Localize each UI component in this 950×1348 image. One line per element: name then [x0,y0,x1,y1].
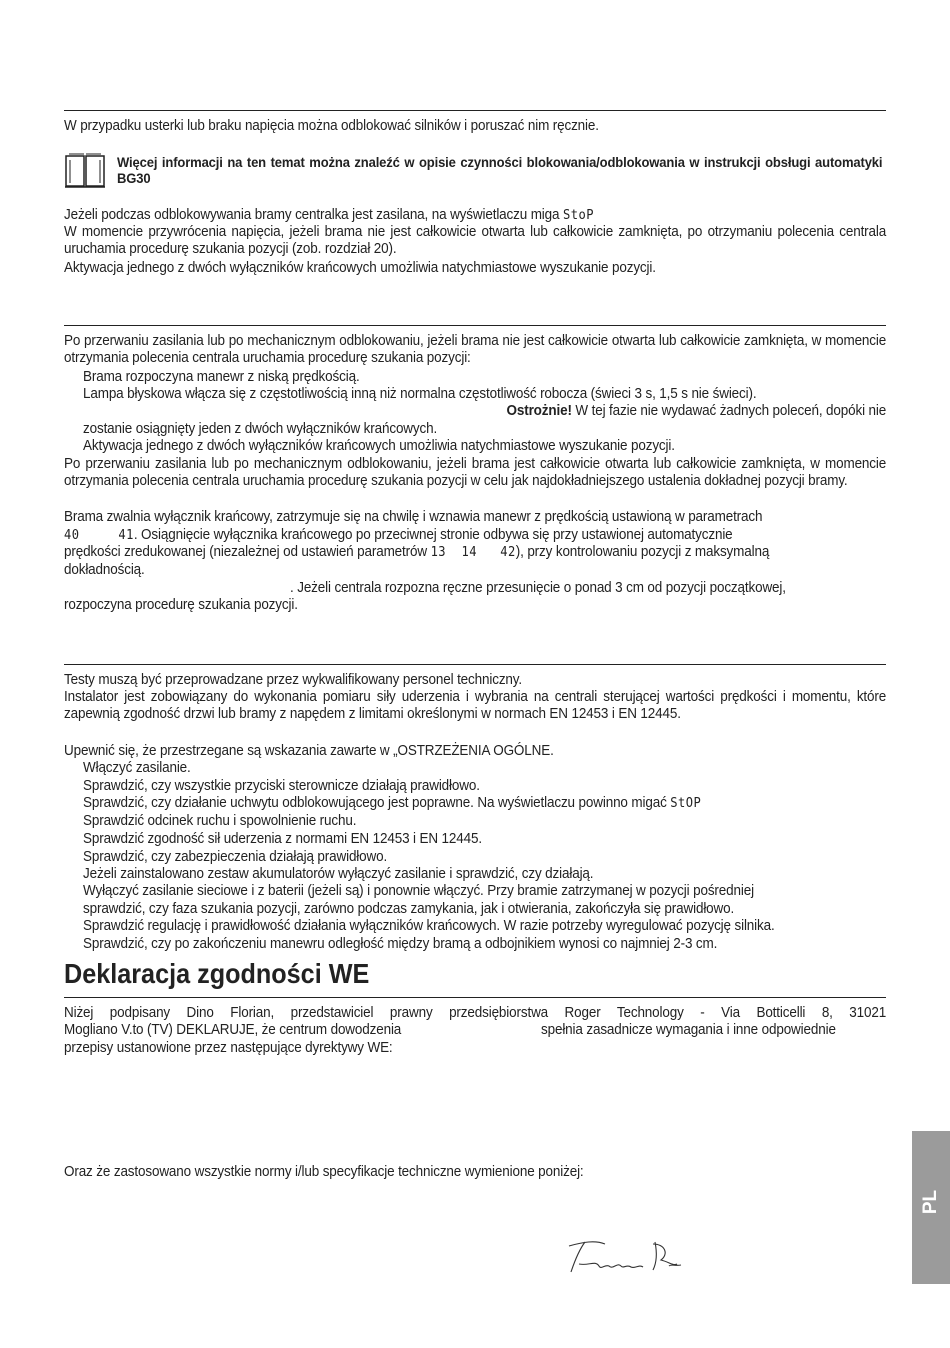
book-icon [64,152,106,189]
paragraph-text: prędkości zredukowanej (niezależnej od ustawień parametrów [64,544,427,560]
list-item: sprawdzić, czy faza szukania pozycji, zarówno podczas zamykania, jak i otwierania, zakończyła się prawidłowo. [83,901,735,917]
param-readout: 40 [64,528,80,543]
list-item: Sprawdzić, czy po zakończeniu manewru odległość między bramą a odbojnikiem wynosi co najmniej 2-3 cm. [83,936,718,952]
section-rule [64,110,886,111]
section-rule [64,325,886,326]
caution-text: W tej fazie nie wydawać żadnych poleceń, dopóki nie [571,403,887,419]
paragraph-text: . Osiągnięcie wyłącznika krańcowego po przeciwnej stronie odbywa się przy ustawionej automatycznie [133,527,733,543]
list-item: Jeżeli zainstalowano zestaw akumulatorów wyłączyć zasilanie i sprawdzić, czy działają. [83,866,594,882]
language-tab [912,1131,950,1284]
list-item: Sprawdzić zgodność sił uderzenia z normami EN 12453 i EN 12445. [83,831,482,847]
caution-continuation: zostanie osiągnięty jeden z dwóch wyłączników krańcowych. [83,421,438,437]
section-rule [64,997,886,998]
paragraph: Brama zwalnia wyłącznik krańcowy, zatrzymuje się na chwilę i wznawia manewr z prędkością ustawioną w parametrach [64,509,763,525]
paragraph: Upewnić się, że przestrzegane są wskazania zawarte w „OSTRZEŻENIA OGÓLNE. [64,743,554,759]
paragraph: W przypadku usterki lub braku napięcia można odblokować silników i poruszać nim ręcznie. [64,118,599,134]
paragraph [64,527,886,544]
list-item: Sprawdzić regulację i prawidłowość działania wyłączników krańcowych. W razie potrzeby wyregulować pozycję silnika. [83,918,775,934]
info-note: Więcej informacji na ten temat można znaleźć w opisie czynności blokowania/odblokowania w instrukcji obsługi automatyki BG30 [117,154,883,186]
list-item: Sprawdzić, czy zabezpieczenia działają prawidłowo. [83,849,388,865]
paragraph: rozpoczyna procedurę szukania pozycji. [64,597,298,613]
list-item: Lampa błyskowa włącza się z częstotliwością inną niż normalna częstotliwość robocza (świeci 3 s, 1,5 s nie świeci). [83,386,757,402]
paragraph: Instalator jest zobowiązany do wykonania pomiaru siły uderzenia i wybrania na centrali sterującej wartości prędkości i momentu, które zapewnią zgodność drzwi lub bramy z napędem z limitami określonymi w normach EN 12453 i EN 12445. [64,689,887,722]
paragraph: Oraz że zastosowano wszystkie normy i/lub specyfikacje techniczne wymienione poniżej: [64,1164,584,1180]
display-readout: StoP [563,208,594,223]
caution-line [64,403,886,420]
paragraph-text: Jeżeli podczas odblokowywania bramy centralka jest zasilana, na wyświetlaczu miga [64,207,560,223]
paragraph [64,207,886,224]
paragraph: Niżej podpisany Dino Florian, przedstawiciel prawny przedsiębiorstwa Roger Technology - Via Botticelli 8, 31021 [64,1005,887,1021]
paragraph: Po przerwaniu zasilania lub po mechanicznym odblokowaniu, jeżeli brama jest całkowicie otwarta lub całkowicie zamknięta, w momencie otrzymania polecenia centrala uruchamia procedurę szukania pozycji w celu jak najdokładniejszego ustalenia dokładnej pozycji bramy. [64,456,887,489]
paragraph: dokładnością. [64,562,145,578]
paragraph: Testy muszą być przeprowadzane przez wykwalifikowany personel techniczny. [64,672,523,688]
list-item: Sprawdzić odcinek ruchu i spowolnienie ruchu. [83,813,357,829]
paragraph-text: Mogliano V.to (TV) DEKLARUJE, że centrum dowodzenia [64,1022,402,1038]
section-heading: Deklaracja zgodności WE [64,958,370,989]
list-item: Sprawdzić, czy wszystkie przyciski sterownicze działają prawidłowo. [83,778,480,794]
paragraph: Aktywacja jednego z dwóch wyłączników krańcowych umożliwia natychmiastowe wyszukanie pozycji. [64,260,656,276]
display-readout: StOP [670,796,702,811]
paragraph-text: ), przy kontrolowaniu pozycji z maksymalną [515,544,770,560]
paragraph: spełnia zasadnicze wymagania i inne odpowiednie [541,1022,836,1038]
paragraph: W momencie przywrócenia napięcia, jeżeli brama nie jest całkowicie otwarta lub całkowicie zamknięta, po otrzymaniu polecenia centrala uruchamia procedurę szukania pozycji (zob. rozdział 20). [64,224,887,257]
list-item: Brama rozpoczyna manewr z niską prędkością. [83,369,360,385]
paragraph: przepisy ustanowione przez następujące dyrektywy WE: [64,1040,393,1056]
param-readout: 13 14 42 [430,545,516,560]
section-rule [64,664,886,665]
list-item: Włączyć zasilanie. [83,760,191,776]
param-readout: 41 [118,528,134,543]
list-item: Wyłączyć zasilanie sieciowe i z baterii (jeżeli są) i ponownie włączyć. Przy bramie zatrzymanej w pozycji pośredniej [83,883,754,899]
paragraph: . Jeżeli centrala rozpozna ręczne przesunięcie o ponad 3 cm od pozycji początkowej, [290,580,786,596]
list-item [83,795,885,812]
list-item: Aktywacja jednego z dwóch wyłączników krańcowych umożliwia natychmiastowe wyszukanie pozycji. [83,438,675,454]
paragraph: Po przerwaniu zasilania lub po mechanicznym odblokowaniu, jeżeli brama nie jest całkowicie otwarta lub całkowicie zamknięta, w momencie otrzymania polecenia centrala uruchamia procedurę szukania pozycji: [64,333,887,366]
language-tab-label: PL [920,1189,941,1215]
paragraph [64,544,886,561]
signature [565,1236,685,1278]
list-item-text: Sprawdzić, czy działanie uchwytu odblokowującego jest poprawne. Na wyświetlaczu powinno migać [83,795,667,811]
caution-label: Ostrożnie! [506,403,572,419]
